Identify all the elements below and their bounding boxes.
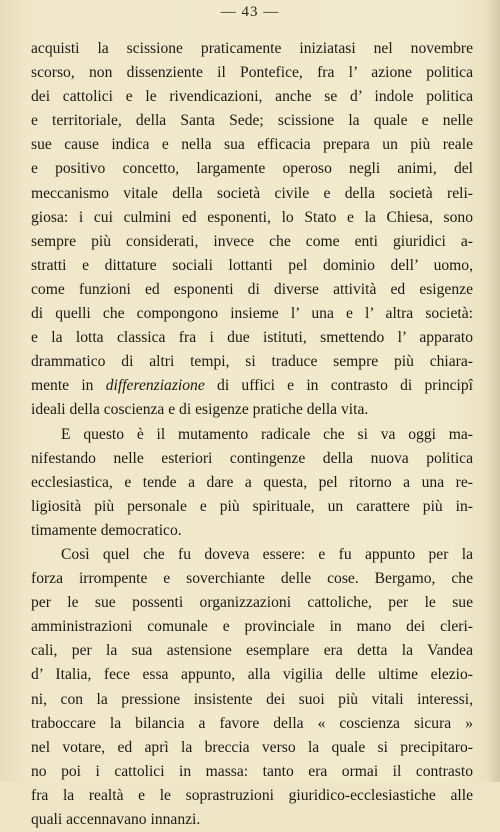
text-line [31, 374, 473, 398]
text-line: dei cattolici e le rivendicazioni, anche se d’ indole politica [31, 88, 473, 106]
text-line: drammatico di altri tempi, si traduce sempre più chiara- [31, 353, 473, 371]
text-line: ligiosità più personale e più spirituale, un carattere più in- [31, 497, 473, 515]
text-line: come funzioni ed esponenti di diverse attività ed esigenze [31, 280, 473, 298]
text-line: fra la realtà e le soprastruzioni giuridico-ecclesiastiche alle [31, 786, 473, 804]
text-line: quali accennavano innanzi. [31, 811, 201, 828]
text-line: giosa: i cui culmini ed esponenti, lo Stato e la Chiesa, sono [31, 208, 473, 226]
text-line: Così quel che fu doveva essere: e fu appunto per la [61, 545, 473, 563]
text-line: forza irrompente e soverchiante delle cose. Bergamo, che [31, 570, 473, 588]
text-line: meccanismo vitale della società civile e della società reli- [31, 184, 473, 202]
text-line: scorso, non dissenziente il Pontefice, fra l’ azione politica [31, 64, 473, 82]
italic-term: differenziazione [105, 377, 205, 395]
text-line: no poi i cattolici in massa: tanto era ormai il contrasto [31, 762, 473, 780]
text-line: ni, con la pressione insistente dei suoi più vitali interessi, [31, 690, 473, 708]
text-line: ideali della coscienza e di esigenze pratiche della vita. [31, 401, 369, 419]
text-run: di uffici e in contrasto di principî [204, 377, 473, 395]
paragraph [31, 543, 473, 832]
page-number: — 43 — [220, 4, 280, 20]
text-line: e territoriale, della Santa Sede; scissione la quale e nelle [31, 112, 473, 130]
text-line: timamente democratico. [31, 521, 182, 539]
text-line: di quelli che compongono insieme l’ una e l’ altra società: [31, 305, 473, 323]
text-line: nifestando nelle esteriori contingenze della nuova politica [31, 449, 473, 467]
paragraph [31, 423, 473, 543]
text-line: sempre più considerati, invece che come enti giuridici a- [31, 232, 473, 250]
text-run: mente in [31, 377, 106, 395]
text-line: e la lotta classica fra i due istituti, smettendo l’ apparato [31, 329, 473, 347]
text-line: d’ Italia, fece essa appunto, alla vigilia delle ultime elezio- [31, 666, 473, 684]
text-line: amministrazioni comunale e provinciale in mano dei cleri- [31, 618, 473, 636]
paragraph [31, 37, 473, 423]
text-line: acquisti la scissione praticamente iniziatasi nel novembre [31, 40, 473, 57]
text-line: cali, per la sua astensione esemplare era detta la Vandea [31, 642, 473, 660]
text-line: E questo è il mutamento radicale che si va oggi ma- [61, 425, 473, 443]
text-line: stratti e dittature sociali lottanti pel dominio dell’ uomo, [31, 256, 473, 274]
text-line: per le sue possenti organizzazioni cattoliche, per le sue [31, 594, 473, 612]
text-line: traboccare la bilancia a favore della « coscienza sicura » [31, 714, 473, 732]
text-line: e positivo concetto, largamente operoso negli animi, del [31, 160, 473, 178]
text-line: nel votare, ed aprì la breccia verso la quale si precipitaro- [31, 738, 473, 756]
body-text [31, 37, 473, 832]
page-edge-shadow [486, 0, 500, 782]
text-line: sue cause indica e nella sua efficacia prepara un più reale [31, 136, 473, 154]
text-line: ecclesiastica, e tende a dare a questa, pel ritorno a una re- [31, 473, 473, 491]
